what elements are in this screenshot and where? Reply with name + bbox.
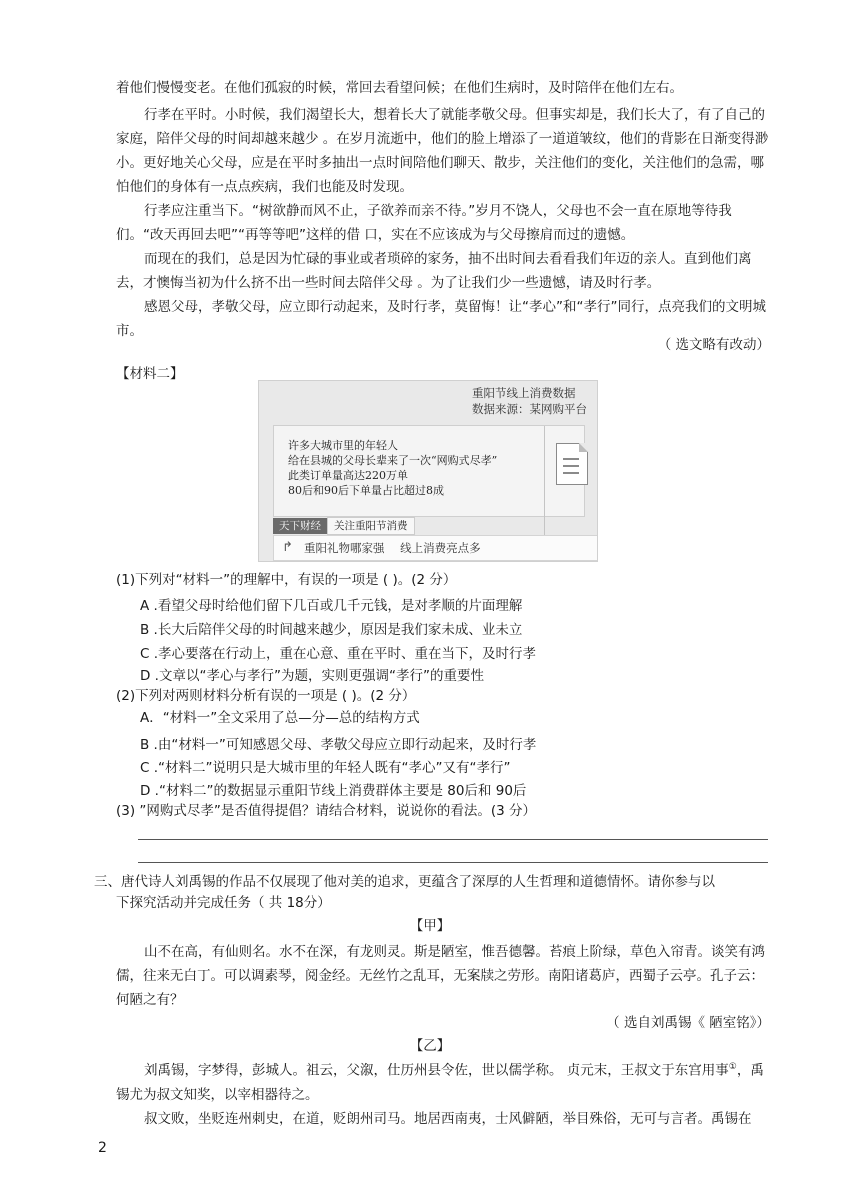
- section-3-intro-line-2: 下探究活动并完成任务（ 共 18分）: [116, 895, 331, 911]
- question-2-option-d: D .“材料二”的数据显示重阳节线上消费群体主要是 80后和 90后: [140, 783, 527, 799]
- ad-line-2: 给在县城的父母长辈来了一次“网购式尽孝”: [288, 454, 498, 467]
- text-jia-label: 【甲】: [409, 918, 451, 934]
- ad-line-1: 许多大城市里的年轻人: [288, 439, 398, 452]
- question-1-option-c: C .孝心要落在行动上，重在心意、重在平时、重在当下，及时行孝: [140, 646, 537, 662]
- ad-tag-topic: 关注重阳节消费: [327, 517, 415, 535]
- paragraph-1: 行孝在平时。小时候，我们渴望长大，想着长大了就能孝敬父母。但事实却是，我们长大了，有了自己的家庭，陪伴父母的时间却越来越少 。在岁月流逝中，他们的脸上增添了一道道皱纹，他们的背影在日渐变得渺小。更好地关心父母，应是在平时多抽出一点时间陪他们聊天、散步，关注他们的变化，关注他们的急需，哪怕他们的身体有一点点疾病，我们也能及时发现。: [116, 107, 769, 195]
- paragraph-2: 行孝应注重当下。“树欲静而风不止，子欲养而亲不待。”岁月不饶人，父母也不会一直在原地等待我们。“改天再回去吧”“再等等吧”这样的借 口，实在不应该成为与父母擦肩而过的遗憾。: [116, 203, 732, 243]
- footnote-marker: ①: [728, 1062, 737, 1072]
- text-yi: [116, 1055, 770, 1131]
- answer-line-1[interactable]: [138, 839, 768, 840]
- page-number: 2: [98, 1140, 107, 1156]
- consumption-data-image: [258, 380, 598, 562]
- paragraph-4: 感恩父母，孝敬父母，应立即行动起来，及时行孝，莫留悔！让“孝心”和“孝行”同行，点亮我们的文明城市。: [116, 299, 766, 339]
- ad-header-source: 数据来源：某网购平台: [472, 402, 587, 416]
- source-note: （ 选文略有改动）: [657, 337, 770, 353]
- ad-line-3: 此类订单量高达220万单: [288, 469, 408, 482]
- question-2-stem: (2)下列对两则材料分析有误的一项是 ( )。(2 分）: [116, 688, 416, 704]
- question-1-stem: (1)下列对“材料一”的理解中，有误的一项是 ( )。(2 分）: [116, 572, 457, 588]
- text-yi-p1-b: ，禹锡尤为叔文知奖，以宰相器待之。: [116, 1062, 764, 1103]
- ad-body: [273, 425, 585, 517]
- text-jia: [116, 940, 770, 1012]
- question-3-stem: (3) ”网购式尽孝”是否值得提倡？请结合材料，说说你的看法。(3 分）: [116, 803, 537, 819]
- paragraph-3: 而现在的我们，总是因为忙碌的事业或者琐碎的家务，抽不出时间去看看我们年迈的亲人。直到他们离去，才懊悔当初为什么挤不出一些时间去陪伴父母 。为了让我们少一些遗憾，请及时行孝。: [116, 251, 752, 291]
- material2-label: 【材料二】: [116, 366, 184, 382]
- text-yi-paragraph-2: 叔文败，坐贬连州刺史，在道，贬朗州司马。地居西南夷，士风僻陋，举目殊俗，无可与言者。禹锡在: [144, 1110, 752, 1127]
- material1-body: [116, 103, 770, 343]
- ad-line-4: 80后和90后下单量占比超过8成: [288, 484, 444, 497]
- ad-bottom-text: 重阳礼物哪家强 线上消费亮点多: [304, 541, 481, 555]
- text-yi-p1-a: 刘禹锡，字梦得，彭城人。祖云，父溆，仕历州县令佐，世以儒学称。 贞元末，王叔文于东宫用事: [144, 1062, 729, 1079]
- text-jia-body: 山不在高，有仙则名。水不在深，有龙则灵。斯是陋室，惟吾德馨。苔痕上阶绿，草色入帘青。谈笑有鸿儒，往来无白丁。可以调素琴，阅金经。无丝竹之乱耳，无案牍之劳形。南阳诸葛庐，西蜀子云亭。孔子云：何陋之有？: [116, 944, 765, 1008]
- arrow-icon: ↱: [282, 540, 293, 555]
- question-1-option-b: B .长大后陪伴父母的时间越来越少，原因是我们家未成、业未立: [140, 622, 523, 638]
- ad-text: [288, 438, 497, 498]
- text-yi-label: 【乙】: [409, 1038, 451, 1054]
- ad-header-title: 重阳节线上消费数据: [472, 386, 576, 400]
- document-icon: [556, 443, 588, 485]
- text-yi-paragraph-1: [116, 1055, 770, 1107]
- ad-tag: [273, 517, 415, 533]
- question-2-option-b: B .由“材料一”可知感恩父母、孝敬父母应立即行动起来，及时行孝: [140, 737, 537, 753]
- paragraph-continuation: 着他们慢慢变老。在他们孤寂的时候，常回去看望问候；在他们生病时，及时陪伴在他们左右。: [116, 80, 683, 96]
- ad-bottom-banner: [273, 535, 598, 561]
- question-2-option-a: A．“材料一”全文采用了总—分—总的结构方式: [140, 710, 420, 726]
- text-jia-source: （ 选自刘禹锡《 陋室铭》）: [606, 1015, 770, 1031]
- question-1-option-d: D .文章以“孝心与孝行”为题，实则更强调“孝行”的重要性: [140, 668, 484, 684]
- section-3-intro-line-1: 三、唐代诗人刘禹锡的作品不仅展现了他对美的追求，更蕴含了深厚的人生哲理和道德情怀。请你参与以: [94, 874, 715, 890]
- question-1-option-a: A .看望父母时给他们留下几百或几千元钱，是对孝顺的片面理解: [140, 598, 523, 614]
- answer-line-2[interactable]: [138, 862, 768, 863]
- ad-header: [472, 385, 587, 417]
- question-2-option-c: C .“材料二”说明只是大城市里的年轻人既有“孝心”又有“孝行”: [140, 760, 511, 776]
- ad-tag-channel: 天下财经: [273, 518, 327, 534]
